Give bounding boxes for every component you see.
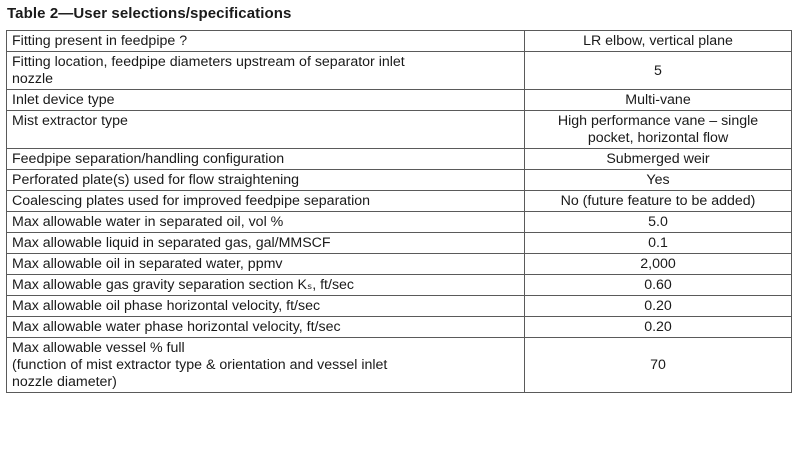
row-value: 0.20 [525, 317, 792, 338]
row-label: Max allowable vessel % full (function of mist extractor type & orientation and vessel inlet nozzle diameter) [7, 338, 525, 393]
table-row [7, 111, 792, 149]
row-value: High performance vane – single pocket, horizontal flow [525, 111, 792, 149]
row-label: Max allowable gas gravity separation section Kₛ, ft/sec [7, 275, 525, 296]
row-value: Multi-vane [525, 90, 792, 111]
row-value: Yes [525, 170, 792, 191]
row-label: Mist extractor type [7, 111, 525, 149]
table-row [7, 31, 792, 52]
row-value: 0.20 [525, 296, 792, 317]
table-row [7, 212, 792, 233]
row-label: Coalescing plates used for improved feedpipe separation [7, 191, 525, 212]
row-label: Max allowable water in separated oil, vol % [7, 212, 525, 233]
table-row [7, 296, 792, 317]
row-label: Inlet device type [7, 90, 525, 111]
row-label: Max allowable water phase horizontal velocity, ft/sec [7, 317, 525, 338]
table-row [7, 233, 792, 254]
row-label: Fitting location, feedpipe diameters upstream of separator inlet nozzle [7, 52, 525, 90]
row-label: Max allowable oil in separated water, ppmv [7, 254, 525, 275]
row-label: Perforated plate(s) used for flow straightening [7, 170, 525, 191]
specifications-table [6, 30, 792, 393]
table-row [7, 170, 792, 191]
row-value: No (future feature to be added) [525, 191, 792, 212]
row-label: Feedpipe separation/handling configuration [7, 149, 525, 170]
table-row [7, 191, 792, 212]
table-row [7, 52, 792, 90]
row-value: 2,000 [525, 254, 792, 275]
row-value: 70 [525, 338, 792, 393]
table-row [7, 317, 792, 338]
row-value: 0.60 [525, 275, 792, 296]
table-row [7, 90, 792, 111]
row-label: Max allowable oil phase horizontal velocity, ft/sec [7, 296, 525, 317]
table-row [7, 338, 792, 393]
row-value: Submerged weir [525, 149, 792, 170]
row-value: 0.1 [525, 233, 792, 254]
row-value: 5.0 [525, 212, 792, 233]
row-label: Fitting present in feedpipe ? [7, 31, 525, 52]
table-caption: Table 2—User selections/specifications [7, 5, 292, 22]
row-value: LR elbow, vertical plane [525, 31, 792, 52]
row-value: 5 [525, 52, 792, 90]
row-label: Max allowable liquid in separated gas, gal/MMSCF [7, 233, 525, 254]
table-row [7, 149, 792, 170]
table-row [7, 254, 792, 275]
table-row [7, 275, 792, 296]
